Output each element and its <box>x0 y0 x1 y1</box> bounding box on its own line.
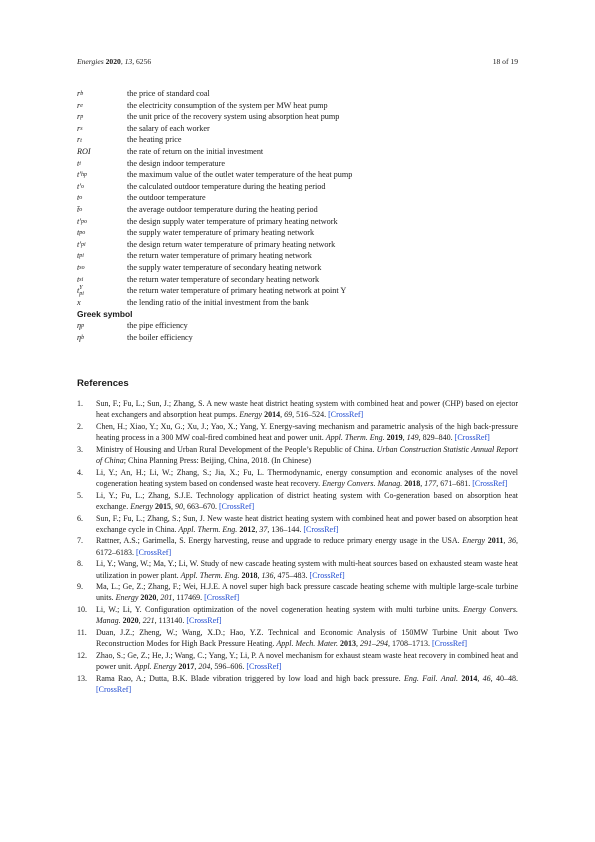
reference-authors-title: Li, W.; Li, Y. Configuration optimization of the novel cogeneration heating system with multi turbine units. <box>96 605 464 615</box>
symbol: x <box>77 297 81 307</box>
crossref-link[interactable]: [CrossRef] <box>472 478 508 488</box>
reference-number: 5. <box>77 490 83 500</box>
reference-journal: Appl. Therm. Eng. <box>178 524 238 534</box>
reference-item <box>77 444 518 466</box>
symbol-description: the average outdoor temperature during the heating period <box>127 204 318 214</box>
reference-journal: Appl. Mech. Mater. <box>276 639 338 649</box>
reference-pages: , 516–524. <box>292 410 329 420</box>
greek-symbol-heading: Greek symbol <box>77 309 133 320</box>
reference-text: Li, Y.; Fu, L.; Zhang, S.J.E. Technology application of district heating system with Co-generation based on absorption heat exchange. Energy 2015, 90, 663–670. [CrossRef] <box>96 490 518 511</box>
symbol: η p <box>77 321 85 331</box>
symbol-description: the unit price of the recovery system using absorption heat pump <box>127 112 340 122</box>
reference-year: 2012 <box>239 524 256 534</box>
reference-volume: 291–294 <box>359 639 388 649</box>
reference-journal: Eng. Fail. Anal. <box>404 673 458 683</box>
reference-number: 3. <box>77 444 83 454</box>
reference-year: 2019 <box>386 433 403 443</box>
reference-number: 9. <box>77 582 83 592</box>
symbol: ROI <box>77 146 91 156</box>
symbol: η b <box>77 332 85 342</box>
reference-text <box>96 444 518 466</box>
nomenclature-row <box>77 192 517 204</box>
page-number: 18 of 19 <box>492 57 518 66</box>
reference-volume: 149 <box>406 433 419 443</box>
crossref-link[interactable]: [CrossRef] <box>186 616 222 626</box>
reference-text: Ma, L.; Ge, Z.; Zhang, F.; Wei, H.J.E. A novel super high back pressure cascade heating scheme with multiple large-scale turbine units. Energy 2020, 201, 117469. [CrossRef] <box>96 582 518 603</box>
reference-text: Rattner, A.S.; Garimella, S. Energy harvesting, reuse and upgrade to reduce primary energy usage in the USA. Energy 2011, 36, 6172–6183. [CrossRef] <box>96 536 519 557</box>
reference-text: Sun, F.; Fu, L.; Sun, J.; Zhang, S. A new waste heat district heating system with combined heat and power (CHP) based on ejector heat exchangers and absorption heat pumps. Energy 2014, 69, 516–524. [CrossRef] <box>96 399 518 420</box>
symbol: t po <box>77 228 86 238</box>
reference-volume: 90 <box>175 501 184 511</box>
symbol: t i <box>77 158 81 168</box>
reference-item <box>77 535 518 557</box>
reference-journal: Energy <box>115 593 139 603</box>
nomenclature-row <box>77 88 517 100</box>
reference-item <box>77 558 518 580</box>
reference-volume: 37 <box>259 524 268 534</box>
symbol: t' pi <box>77 239 86 249</box>
symbol-description: the lending ratio of the initial investment from the bank <box>127 297 309 307</box>
reference-journal: Energy <box>239 410 263 420</box>
nomenclature-row <box>77 285 517 297</box>
reference-number: 12. <box>77 650 87 660</box>
nomenclature-row <box>77 123 517 135</box>
nomenclature-row <box>77 332 517 344</box>
reference-text: Sun, F.; Fu, L.; Zhang, S.; Sun, J. New waste heat district heating system with combined heat and power based on absorption heat exchange cycle in China. Appl. Therm. Eng. 2012, 37, 136–144. [CrossRef] <box>96 513 518 534</box>
symbol-description: the price of standard coal <box>127 89 210 98</box>
reference-authors-title: Li, Y.; Wang, W.; Ma, Y.; Li, W. Study of new cascade heating system with multi-heat sources based on exhausted steam waste heat utilization in power plant. <box>96 559 518 580</box>
reference-authors-title: Rama Rao, A.; Dutta, B.K. Blade vibration triggered by low load and high back pressure. <box>96 673 405 683</box>
reference-item <box>77 627 518 649</box>
reference-item <box>77 673 518 695</box>
reference-year: 2013 <box>339 639 356 649</box>
reference-pages: , 663–670. <box>183 501 220 511</box>
symbol: t so <box>77 262 85 272</box>
symbol-description: the boiler efficiency <box>127 332 193 342</box>
symbol: t pi <box>77 251 84 261</box>
reference-pages: , 829–840. <box>418 433 455 443</box>
reference-text: Li, W.; Li, Y. Configuration optimization of the novel cogeneration heating system with multi turbine units. Energy Convers. Manag. 2020, 221, 113140. [CrossRef] <box>96 605 518 626</box>
reference-item <box>77 490 518 512</box>
references-list <box>77 398 518 696</box>
reference-pages: ; China Planning Press: Beijing, China, 2018. (In Chinese) <box>123 456 312 466</box>
reference-pages: , 113140. <box>154 616 187 626</box>
journal-volume: 13 <box>124 57 133 66</box>
nomenclature-row <box>77 320 517 332</box>
nomenclature-row <box>77 169 517 181</box>
reference-pages: , 671–681. <box>436 478 473 488</box>
reference-volume: 136 <box>261 570 274 580</box>
journal-name: Energies <box>77 57 104 66</box>
symbol: t' o <box>77 181 85 191</box>
nomenclature-row <box>77 111 517 123</box>
reference-journal: Energy <box>130 501 154 511</box>
symbol-description: the pipe efficiency <box>127 321 188 331</box>
reference-item <box>77 513 518 535</box>
nomenclature-row <box>77 262 517 274</box>
crossref-link[interactable]: [CrossRef] <box>204 593 240 603</box>
reference-text: Li, Y.; An, H.; Li, W.; Zhang, S.; Jia, X.; Fu, L. Thermodynamic, energy consumption and economic analyses of the novel cogeneration heating system based on condensed waste heat recovery. Energy Convers. Manag. 2018, 177, 671–681. [CrossRef] <box>96 467 518 488</box>
reference-journal: Energy Convers. Manag. <box>322 478 403 488</box>
reference-year: 2020 <box>140 593 157 603</box>
reference-year: 2014 <box>461 673 478 683</box>
symbol-description: the calculated outdoor temperature during the heating period <box>127 181 326 191</box>
nomenclature-row <box>77 297 517 309</box>
reference-authors-title: Rattner, A.S.; Garimella, S. Energy harvesting, reuse and upgrade to reduce primary energy usage in the USA. <box>96 536 463 546</box>
reference-journal: Appl. Energy <box>134 662 177 672</box>
reference-item <box>77 398 518 420</box>
nomenclature-row <box>77 158 517 170</box>
reference-text: Zhao, S.; Ge, Z.; He, J.; Wang, C.; Yang, Y.; Li, P. A novel mechanism for exhaust steam waste heat recovery in combined heat and power unit. Appl. Energy 2017, 204, 596–606. [CrossRef] <box>96 650 518 672</box>
crossref-link[interactable]: [CrossRef] <box>454 433 490 443</box>
reference-item <box>77 421 518 443</box>
reference-item <box>77 467 518 489</box>
crossref-link[interactable]: [CrossRef] <box>136 547 172 557</box>
reference-volume: 221 <box>142 616 155 626</box>
crossref-link[interactable]: [CrossRef] <box>96 685 132 695</box>
symbol-description: the outdoor temperature <box>127 193 206 203</box>
symbol: r b <box>77 89 84 98</box>
symbol-description: the return water temperature of secondary heating network <box>127 274 320 284</box>
symbol-description: the return water temperature of primary heating network <box>127 251 312 261</box>
crossref-link[interactable]: [CrossRef] <box>309 570 345 580</box>
nomenclature-row <box>77 239 517 251</box>
nomenclature-row <box>77 204 517 216</box>
reference-text: Duan, J.Z.; Zheng, W.; Wang, X.D.; Hao, Y.Z. Technical and Economic Analysis of 150MW Turbine Unit about Two Reconstruction Modes for High Back Pressure Heating. Appl. Mech. Mater. 2013, 291–294, 1708–1713. [CrossRef] <box>96 628 518 649</box>
symbol: r t <box>77 135 82 145</box>
symbol-description: the maximum value of the outlet water temperature of the heat pump <box>127 170 353 180</box>
reference-volume: 46 <box>482 673 491 683</box>
reference-pages: , 117469. <box>172 593 205 603</box>
nomenclature-row <box>77 250 517 262</box>
symbol-description: the design return water temperature of primary heating network <box>127 239 336 249</box>
reference-item <box>77 604 518 626</box>
reference-number: 4. <box>77 467 83 477</box>
reference-text: Li, Y.; Wang, W.; Ma, Y.; Li, W. Study of new cascade heating system with multi-heat sources based on exhausted steam waste heat utilization in power plant. Appl. Therm. Eng. 2018, 136, 475–483. [CrossRef] <box>96 559 518 580</box>
nomenclature-row <box>77 227 517 239</box>
nomenclature-row <box>77 274 517 286</box>
reference-journal: Appl. Therm. Eng. <box>180 570 240 580</box>
symbol-description: the design supply water temperature of primary heating network <box>127 216 338 226</box>
reference-year: 2015 <box>155 501 172 511</box>
reference-year: 2018 <box>241 570 258 580</box>
crossref-link[interactable]: [CrossRef] <box>328 410 364 420</box>
symbol-description: the supply water temperature of primary heating network <box>127 228 315 238</box>
reference-authors-title: Sun, F.; Fu, L.; Zhang, S.; Sun, J. New waste heat district heating system with combined heat and power based on absorption heat exchange cycle in China. <box>96 513 518 534</box>
reference-number: 8. <box>77 559 83 569</box>
reference-volume: 201 <box>160 593 173 603</box>
reference-number: 11. <box>77 628 87 638</box>
reference-volume: 36 <box>508 536 517 546</box>
reference-year: 2017 <box>178 662 195 672</box>
reference-number: 2. <box>77 421 83 431</box>
reference-year: 2020 <box>122 616 139 626</box>
nomenclature-list <box>77 88 517 343</box>
reference-authors-title: Li, Y.; Fu, L.; Zhang, S.J.E. Technology application of district heating system with Co-generation based on absorption heat exchange. <box>96 490 518 511</box>
reference-text: Rama Rao, A.; Dutta, B.K. Blade vibration triggered by low load and high back pressure. Eng. Fail. Anal. 2014, 46, 40–48. [CrossRef] <box>96 673 519 695</box>
symbol: t o <box>77 193 83 203</box>
reference-item <box>77 581 518 603</box>
symbol: t si <box>77 274 84 284</box>
reference-number: 1. <box>77 399 83 408</box>
crossref-link[interactable]: [CrossRef] <box>431 639 468 649</box>
symbol-description: the electricity consumption of the system per MW heat pump <box>127 100 328 110</box>
reference-authors-title: Sun, F.; Fu, L.; Sun, J.; Zhang, S. A new waste heat district heating system with combined heat and power (CHP) based on ejector heat exchangers and absorption heat pumps. <box>96 399 518 420</box>
nomenclature-row <box>77 216 517 228</box>
reference-number: 13. <box>77 673 87 683</box>
symbol: t' po <box>77 216 88 226</box>
reference-year: 2014 <box>264 410 281 420</box>
symbol: r e <box>77 100 83 110</box>
reference-authors-title: Li, Y.; An, H.; Li, W.; Zhang, S.; Jia, X.; Fu, L. Thermodynamic, energy consumption and economic analyses of the novel cogeneration heating system based on condensed waste heat recovery. <box>96 467 518 488</box>
reference-item <box>77 650 518 672</box>
reference-volume: 177 <box>424 478 437 488</box>
reference-pages: , 475–483. <box>273 570 310 580</box>
reference-authors-title: Zhao, S.; Ge, Z.; He, J.; Wang, C.; Yang, Y.; Li, P. A novel mechanism for exhaust steam waste heat recovery in combined heat and power unit. <box>96 650 518 672</box>
symbol: r s <box>77 123 83 133</box>
symbol-description: the supply water temperature of secondary heating network <box>127 262 322 272</box>
reference-authors-title: Duan, J.Z.; Zheng, W.; Wang, X.D.; Hao, Y.Z. Technical and Economic Analysis of 150MW Turbine Unit about Two Reconstruction Modes for High Back Pressure Heating. <box>96 628 518 649</box>
reference-year: 2011 <box>487 536 504 546</box>
nomenclature-row <box>77 100 517 112</box>
reference-journal: Energy <box>462 536 486 546</box>
nomenclature-row <box>77 134 517 146</box>
crossref-link[interactable]: [CrossRef] <box>246 662 282 672</box>
reference-number: 7. <box>77 536 83 546</box>
reference-volume: 69 <box>284 410 293 420</box>
reference-pages: , 1708–1713. <box>387 639 432 649</box>
symbol-description: the rate of return on the initial investment <box>127 146 264 156</box>
references-heading: References <box>77 378 129 389</box>
symbol: t̄ o <box>77 204 83 214</box>
reference-pages: , 6172–6183. <box>96 536 519 557</box>
journal-year: 2020 <box>105 57 121 66</box>
nomenclature-row <box>77 181 517 193</box>
reference-authors-title: Ministry of Housing and Urban Rural Development of the People’s Republic of China. <box>96 444 377 454</box>
reference-number: 10. <box>77 605 87 615</box>
reference-volume: 204 <box>198 662 211 672</box>
reference-text: Chen, H.; Xiao, Y.; Xu, G.; Xu, J.; Yao, X.; Yang, Y. Energy-saving mechanism and parametric analysis of the high back-pressure heating process in a 300 MW coal-fired combined heat and power unit. Appl. Therm. Eng. 2019, 149, 829–840. [CrossRef] <box>96 421 518 443</box>
article-number: , 6256 <box>132 57 152 66</box>
symbol: t Y pi <box>77 285 84 298</box>
reference-journal: Urban Construction Statistic Annual Report of China <box>96 444 519 466</box>
symbol-description: the heating price <box>127 135 182 145</box>
running-header: Energies 2020, 13, 6256 <box>77 57 152 66</box>
reference-journal: Appl. Therm. Eng. <box>325 433 385 443</box>
reference-pages: , 596–606. <box>210 662 247 672</box>
nomenclature-row <box>77 146 517 158</box>
reference-authors-title: Chen, H.; Xiao, Y.; Xu, G.; Xu, J.; Yao, X.; Yang, Y. Energy-saving mechanism and parametric analysis of the high back-pressure heating process in a 300 MW coal-fired combined heat and power unit. <box>96 421 518 443</box>
symbol: t' hp <box>77 170 88 180</box>
reference-pages: , 136–144. <box>267 524 304 534</box>
symbol-description: the design indoor temperature <box>127 158 225 168</box>
reference-year: 2018 <box>404 478 421 488</box>
reference-authors-title: Ma, L.; Ge, Z.; Zhang, F.; Wei, H.J.E. A novel super high back pressure cascade heating scheme with multiple large-scale turbine units. <box>96 582 518 603</box>
symbol-description: the salary of each worker <box>127 123 210 133</box>
reference-journal: Energy Convers. Manag. <box>96 605 518 626</box>
crossref-link[interactable]: [CrossRef] <box>303 524 339 534</box>
reference-pages: , 40–48. <box>490 673 519 683</box>
symbol: r p <box>77 112 84 122</box>
symbol-description: the return water temperature of primary heating network at point Y <box>127 286 347 296</box>
reference-number: 6. <box>77 513 83 523</box>
crossref-link[interactable]: [CrossRef] <box>219 501 255 511</box>
